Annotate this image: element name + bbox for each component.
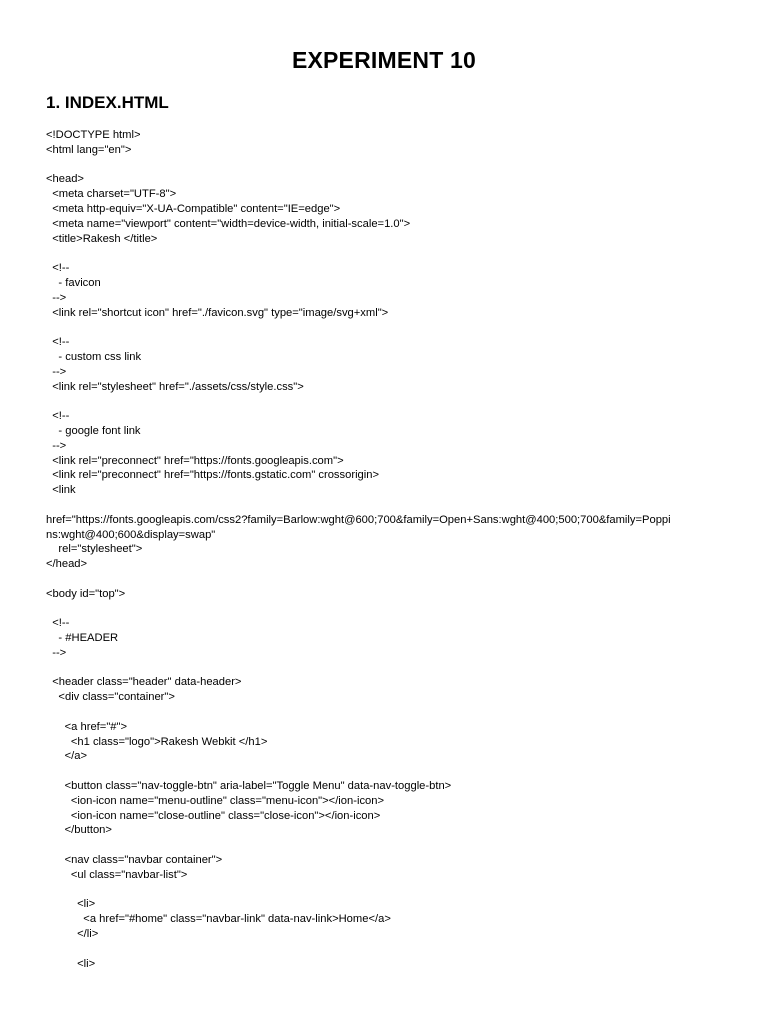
code-line: <body id="top">	[46, 587, 126, 600]
code-line: <h1 class="logo">Rakesh Webkit </h1>	[46, 735, 268, 748]
code-line: <meta http-equiv="X-UA-Compatible" content="IE=edge">	[46, 202, 341, 215]
code-line: </head>	[46, 558, 88, 571]
code-line	[46, 320, 726, 335]
code-line: -->	[46, 439, 67, 452]
code-line: <a href="#home" class="navbar-link" data-nav-link>Home</a>	[46, 913, 391, 926]
code-line: <li>	[46, 957, 96, 970]
code-line: -->	[46, 365, 67, 378]
code-line: href="https://fonts.googleapis.com/css2?family=Barlow:wght@600;700&family=Open+Sans:wght@400;500;700&family=Poppi	[46, 513, 671, 526]
code-line: <button class="nav-toggle-btn" aria-label="Toggle Menu" data-nav-toggle-btn>	[46, 780, 452, 793]
code-line: <!--	[46, 617, 70, 630]
code-line: <!--	[46, 262, 70, 275]
code-line: </li>	[46, 928, 99, 941]
code-line: - google font link	[46, 424, 141, 437]
code-line: <ul class="navbar-list">	[46, 868, 188, 881]
code-line: <nav class="navbar container">	[46, 854, 223, 867]
code-line: <header class="header" data-header>	[46, 676, 242, 689]
code-line: - custom css link	[46, 350, 142, 363]
code-line: <link rel="preconnect" href="https://fonts.googleapis.com">	[46, 454, 344, 467]
code-line: <link rel="preconnect" href="https://fonts.gstatic.com" crossorigin>	[46, 469, 380, 482]
code-line	[46, 498, 726, 513]
code-line	[46, 942, 726, 957]
section-heading: 1. INDEX.HTML	[46, 93, 169, 112]
code-line	[46, 705, 726, 720]
code-line: <!DOCTYPE html>	[46, 129, 141, 141]
code-line: - #HEADER	[46, 632, 119, 645]
code-line	[46, 602, 726, 617]
code-line: -->	[46, 646, 67, 659]
code-line: <head>	[46, 173, 84, 186]
code-line	[46, 158, 726, 173]
code-line: </button>	[46, 824, 112, 837]
code-line: <!--	[46, 410, 70, 423]
code-line: </a>	[46, 750, 88, 763]
code-line	[46, 394, 726, 409]
code-line	[46, 661, 726, 676]
code-line: <li>	[46, 898, 96, 911]
code-line	[46, 764, 726, 779]
code-line: <title>Rakesh </title>	[46, 232, 158, 245]
code-listing	[46, 128, 726, 971]
code-line: <html lang="en">	[46, 143, 132, 156]
code-line: <link rel="stylesheet" href="./assets/css/style.css">	[46, 380, 304, 393]
code-line: <ion-icon name="close-outline" class="close-icon"></ion-icon>	[46, 809, 381, 822]
code-line: <meta name="viewport" content="width=device-width, initial-scale=1.0">	[46, 217, 411, 230]
code-line	[46, 572, 726, 587]
code-line: rel="stylesheet">	[46, 543, 143, 556]
code-line: <link	[46, 484, 76, 497]
code-line: <a href="#">	[46, 720, 128, 733]
code-line: <ion-icon name="menu-outline" class="menu-icon"></ion-icon>	[46, 794, 385, 807]
code-line	[46, 246, 726, 261]
code-line	[46, 838, 726, 853]
page-title: EXPERIMENT 10	[291, 47, 477, 73]
code-line: <div class="container">	[46, 691, 175, 704]
code-line: <meta charset="UTF-8">	[46, 188, 177, 201]
code-line: <link rel="shortcut icon" href="./favicon.svg" type="image/svg+xml">	[46, 306, 389, 319]
code-line: - favicon	[46, 276, 101, 289]
code-line: -->	[46, 291, 67, 304]
code-line: <!--	[46, 336, 70, 349]
code-line: ns:wght@400;600&display=swap"	[46, 528, 216, 541]
code-line	[46, 883, 726, 898]
